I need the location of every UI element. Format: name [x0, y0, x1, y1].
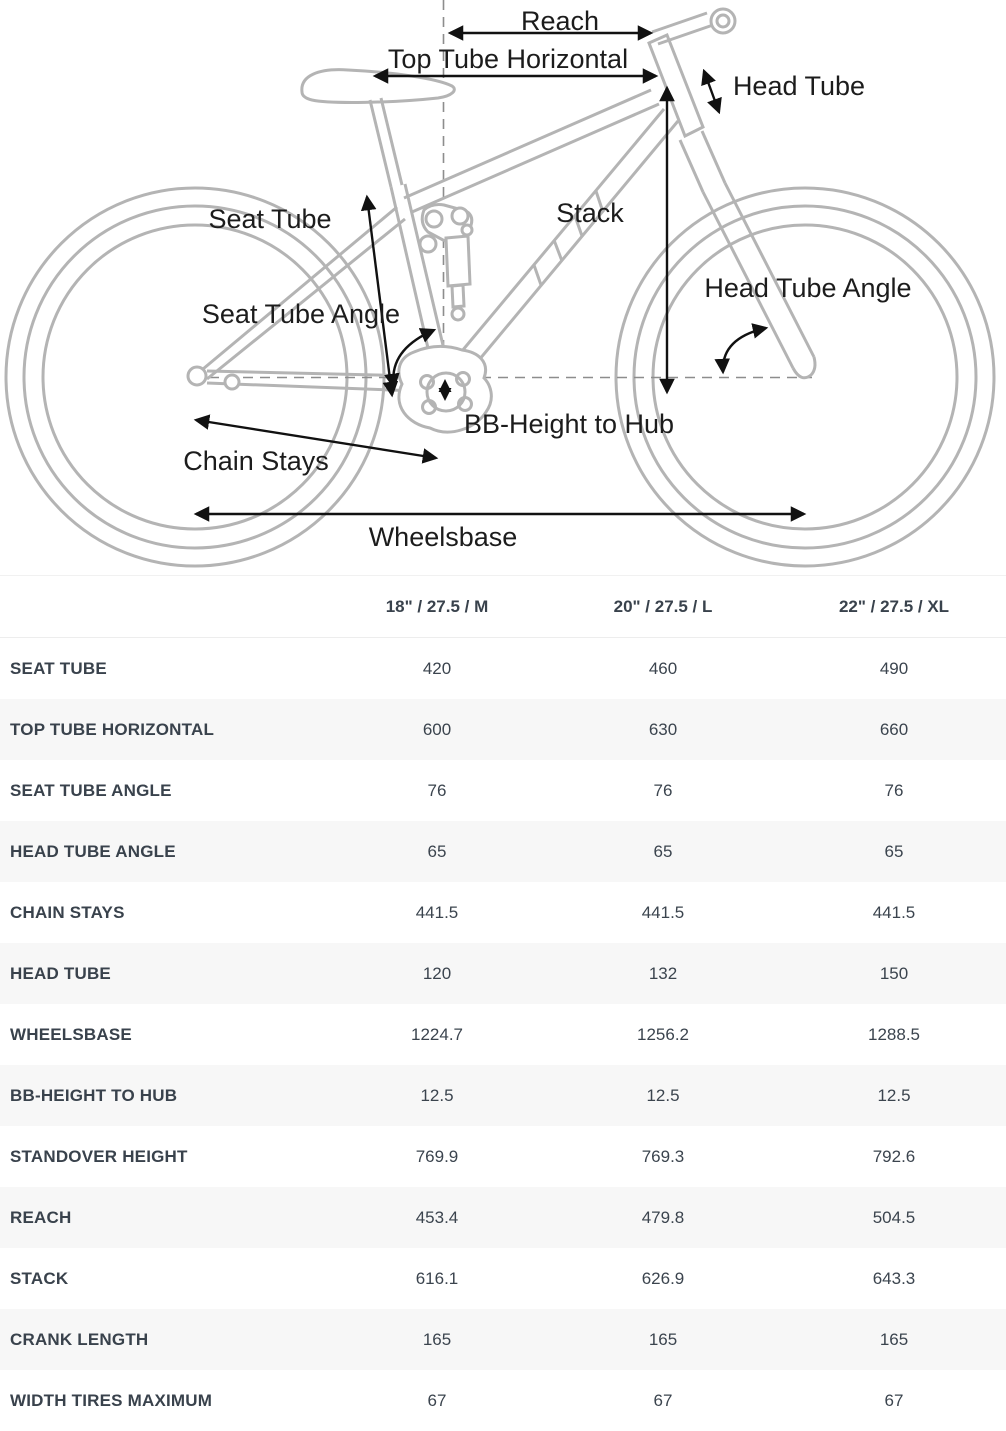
row-value: 165 — [879, 1330, 909, 1349]
row-value: 479.8 — [641, 1208, 685, 1227]
chain-stays-label: Chain Stays — [183, 446, 329, 476]
row-value: 460 — [648, 659, 678, 678]
handlebar-grip — [711, 9, 735, 33]
row-label: HEAD TUBE — [10, 964, 111, 983]
seat-tube-arrow — [367, 197, 392, 395]
row-value: 65 — [884, 842, 904, 861]
row-value: 626.9 — [641, 1269, 685, 1288]
table-row — [0, 1065, 1006, 1126]
row-label: REACH — [10, 1208, 72, 1227]
row-value: 660 — [879, 720, 909, 739]
wheelsbase-label: Wheelsbase — [368, 522, 518, 552]
table-row — [0, 1370, 1006, 1431]
column-header-size-l: 20" / 27.5 / L — [613, 597, 713, 616]
table-row — [0, 699, 1006, 760]
row-value: 441.5 — [872, 903, 916, 922]
column-header-size-xl: 22" / 27.5 / XL — [838, 597, 950, 616]
head-tube-angle-arrow — [723, 328, 766, 372]
bike-geometry-svg — [0, 0, 1006, 575]
row-value: 792.6 — [872, 1147, 916, 1166]
row-value: 420 — [422, 659, 452, 678]
row-label: STANDOVER HEIGHT — [10, 1147, 188, 1166]
top-tube-horizontal-label: Top Tube Horizontal — [387, 44, 629, 74]
row-value: 12.5 — [877, 1086, 911, 1105]
table-row — [0, 943, 1006, 1004]
row-value: 165 — [422, 1330, 452, 1349]
head-tube-label: Head Tube — [732, 71, 866, 101]
row-value: 76 — [884, 781, 904, 800]
seat-tube-label: Seat Tube — [208, 204, 332, 234]
table-row — [0, 1126, 1006, 1187]
table-row — [0, 760, 1006, 821]
row-label: WIDTH TIRES MAXIMUM — [10, 1391, 213, 1410]
row-value: 76 — [653, 781, 673, 800]
row-value: 490 — [879, 659, 909, 678]
row-label: CHAIN STAYS — [10, 903, 125, 922]
row-label: CRANK LENGTH — [10, 1330, 149, 1349]
row-value: 1224.7 — [411, 1025, 463, 1044]
row-value: 76 — [427, 781, 447, 800]
table-row — [0, 1187, 1006, 1248]
table-row — [0, 821, 1006, 882]
bike-geometry-diagram — [0, 0, 1006, 575]
row-value: 12.5 — [646, 1086, 680, 1105]
row-value: 65 — [427, 842, 447, 861]
row-value: 504.5 — [872, 1208, 916, 1227]
head-tube-arrow — [704, 71, 719, 112]
rear-shock — [446, 236, 470, 286]
row-value: 441.5 — [641, 903, 685, 922]
reach-label: Reach — [520, 6, 600, 36]
row-label: STACK — [10, 1269, 69, 1288]
row-value: 165 — [648, 1330, 678, 1349]
row-value: 600 — [422, 720, 452, 739]
row-value: 67 — [884, 1391, 904, 1410]
row-value: 453.4 — [415, 1208, 459, 1227]
table-row — [0, 638, 1006, 699]
row-value: 67 — [653, 1391, 673, 1410]
row-value: 769.3 — [641, 1147, 685, 1166]
seat-tube-angle-label: Seat Tube Angle — [201, 299, 401, 329]
bb-height-to-hub-label: BB-Height to Hub — [463, 409, 675, 439]
row-value: 65 — [653, 842, 673, 861]
row-value: 616.1 — [415, 1269, 459, 1288]
geometry-table-header — [0, 576, 1006, 638]
row-value: 12.5 — [420, 1086, 454, 1105]
row-label: TOP TUBE HORIZONTAL — [10, 720, 215, 739]
head-tube-shape — [649, 35, 703, 136]
column-header-size-m: 18" / 27.5 / M — [385, 597, 489, 616]
geometry-table — [0, 575, 1006, 1431]
row-value: 150 — [879, 964, 909, 983]
row-value: 643.3 — [872, 1269, 916, 1288]
row-value: 441.5 — [415, 903, 459, 922]
table-row — [0, 1309, 1006, 1370]
geometry-table-body — [0, 638, 1006, 1431]
stack-label: Stack — [556, 198, 624, 228]
row-value: 67 — [427, 1391, 447, 1410]
table-row — [0, 882, 1006, 943]
row-value: 132 — [648, 964, 678, 983]
table-row — [0, 1248, 1006, 1309]
row-label: BB-HEIGHT TO HUB — [10, 1086, 178, 1105]
row-value: 1256.2 — [637, 1025, 689, 1044]
row-label: HEAD TUBE ANGLE — [10, 842, 176, 861]
row-value: 120 — [422, 964, 452, 983]
row-label: WHEELSBASE — [10, 1025, 132, 1044]
row-label: SEAT TUBE — [10, 659, 107, 678]
head-tube-angle-label: Head Tube Angle — [704, 273, 912, 303]
row-value: 1288.5 — [868, 1025, 920, 1044]
table-row — [0, 1004, 1006, 1065]
row-value: 769.9 — [415, 1147, 459, 1166]
saddle — [302, 70, 454, 103]
row-value: 630 — [648, 720, 678, 739]
row-label: SEAT TUBE ANGLE — [10, 781, 172, 800]
